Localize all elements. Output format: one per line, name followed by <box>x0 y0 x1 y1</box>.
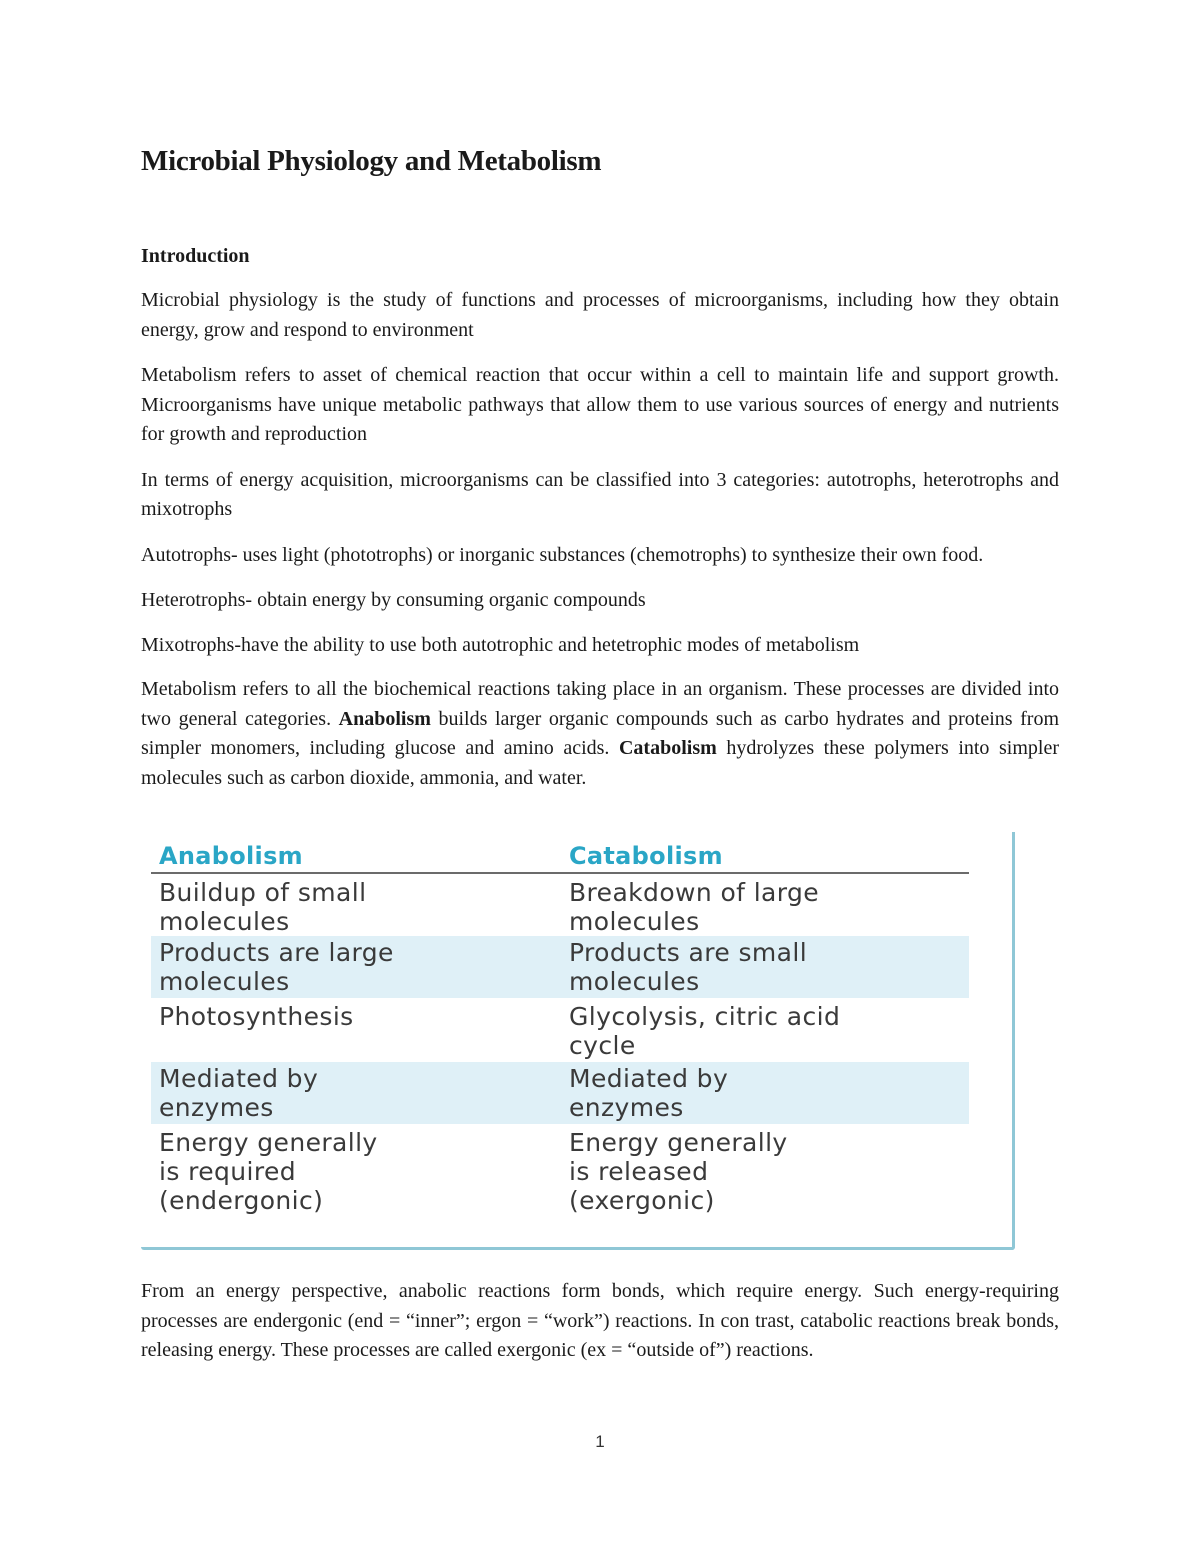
anabolism-cell: Photosynthesis <box>159 1002 354 1031</box>
catabolism-term: Catabolism <box>618 737 717 759</box>
table-row <box>151 1124 969 1216</box>
comparison-table <box>151 840 969 1216</box>
metabolism-text-part3: hydrolyzes these polymers into simpler molecules such as carbon dioxide, ammonia, and water. <box>141 737 1059 789</box>
table-row <box>151 874 969 936</box>
energy-section <box>141 1277 1059 1366</box>
anabolism-term: Anabolism <box>338 707 431 730</box>
catabolism-cell: Breakdown of large molecules <box>569 878 820 936</box>
document-title: Microbial Physiology and Metabolism <box>141 145 602 177</box>
catabolism-cell: Energy generally is released (exergonic) <box>569 1128 788 1215</box>
catabolism-cell: Glycolysis, citric acid cycle <box>569 1002 841 1060</box>
table-row <box>151 998 969 1062</box>
paragraph-mixotrophs: Mixotrophs-have the ability to use both autotrophic and hetetrophic modes of metabolism <box>141 633 860 656</box>
table-header-row <box>151 840 969 874</box>
paragraph-anabolism-catabolism <box>141 675 1059 793</box>
paragraph-energy-acquisition: In terms of energy acquisition, microorganisms can be classified into 3 categories: autotrophs, heterotrophs and mixotrophs <box>141 468 1059 520</box>
header-catabolism: Catabolism <box>569 842 723 870</box>
intro-body <box>141 286 1059 793</box>
anabolism-cell: Energy generally is required (endergonic) <box>159 1128 378 1215</box>
section-heading-introduction: Introduction <box>141 245 250 267</box>
metabolism-text-part2: builds larger organic compounds such as carbo hydrates and proteins from simpler monomers, including glucose and amino acids. <box>141 707 1059 759</box>
anabolism-cell: Mediated by enzymes <box>159 1064 319 1122</box>
paragraph-heterotrophs: Heterotrophs- obtain energy by consuming organic compounds <box>141 589 646 611</box>
figure-frame-right <box>1012 832 1015 1250</box>
anabolism-cell: Products are large molecules <box>159 938 394 996</box>
figure-frame-bottom <box>141 1247 1015 1250</box>
table-row <box>151 1062 969 1124</box>
paragraph-autotrophs: Autotrophs- uses light (phototrophs) or inorganic substances (chemotrophs) to synthesize their own food. <box>141 543 984 566</box>
anabolism-cell: Buildup of small molecules <box>159 878 367 936</box>
catabolism-cell: Mediated by enzymes <box>569 1064 729 1122</box>
paragraph-microbial-physiology: Microbial physiology is the study of functions and processes of microorganisms, including how they obtain energy, grow and respond to environment <box>141 289 1059 341</box>
paragraph-metabolism-definition: Metabolism refers to asset of chemical reaction that occur within a cell to maintain life and support growth. Microorganisms have unique metabolic pathways that allow them to use various sources of energy and nutrients for growth and reproduction <box>141 364 1059 445</box>
header-anabolism: Anabolism <box>159 842 303 870</box>
table-row <box>151 936 969 998</box>
anabolism-catabolism-figure <box>141 832 1015 1256</box>
paragraph-energy-perspective: From an energy perspective, anabolic reactions form bonds, which require energy. Such energy-requiring processes are endergonic (end = “inner”; ergon = “work”) reactions. In con trast, catabolic reactions break bonds, releasing energy. These processes are called exergonic (ex = “outside of”) reactions. <box>141 1280 1059 1361</box>
catabolism-cell: Products are small molecules <box>569 938 808 996</box>
page-number: 1 <box>595 1432 605 1451</box>
metabolism-text-part1: Metabolism refers to all the biochemical reactions taking place in an organism. These processes are divided into two general categories. <box>141 678 1059 730</box>
